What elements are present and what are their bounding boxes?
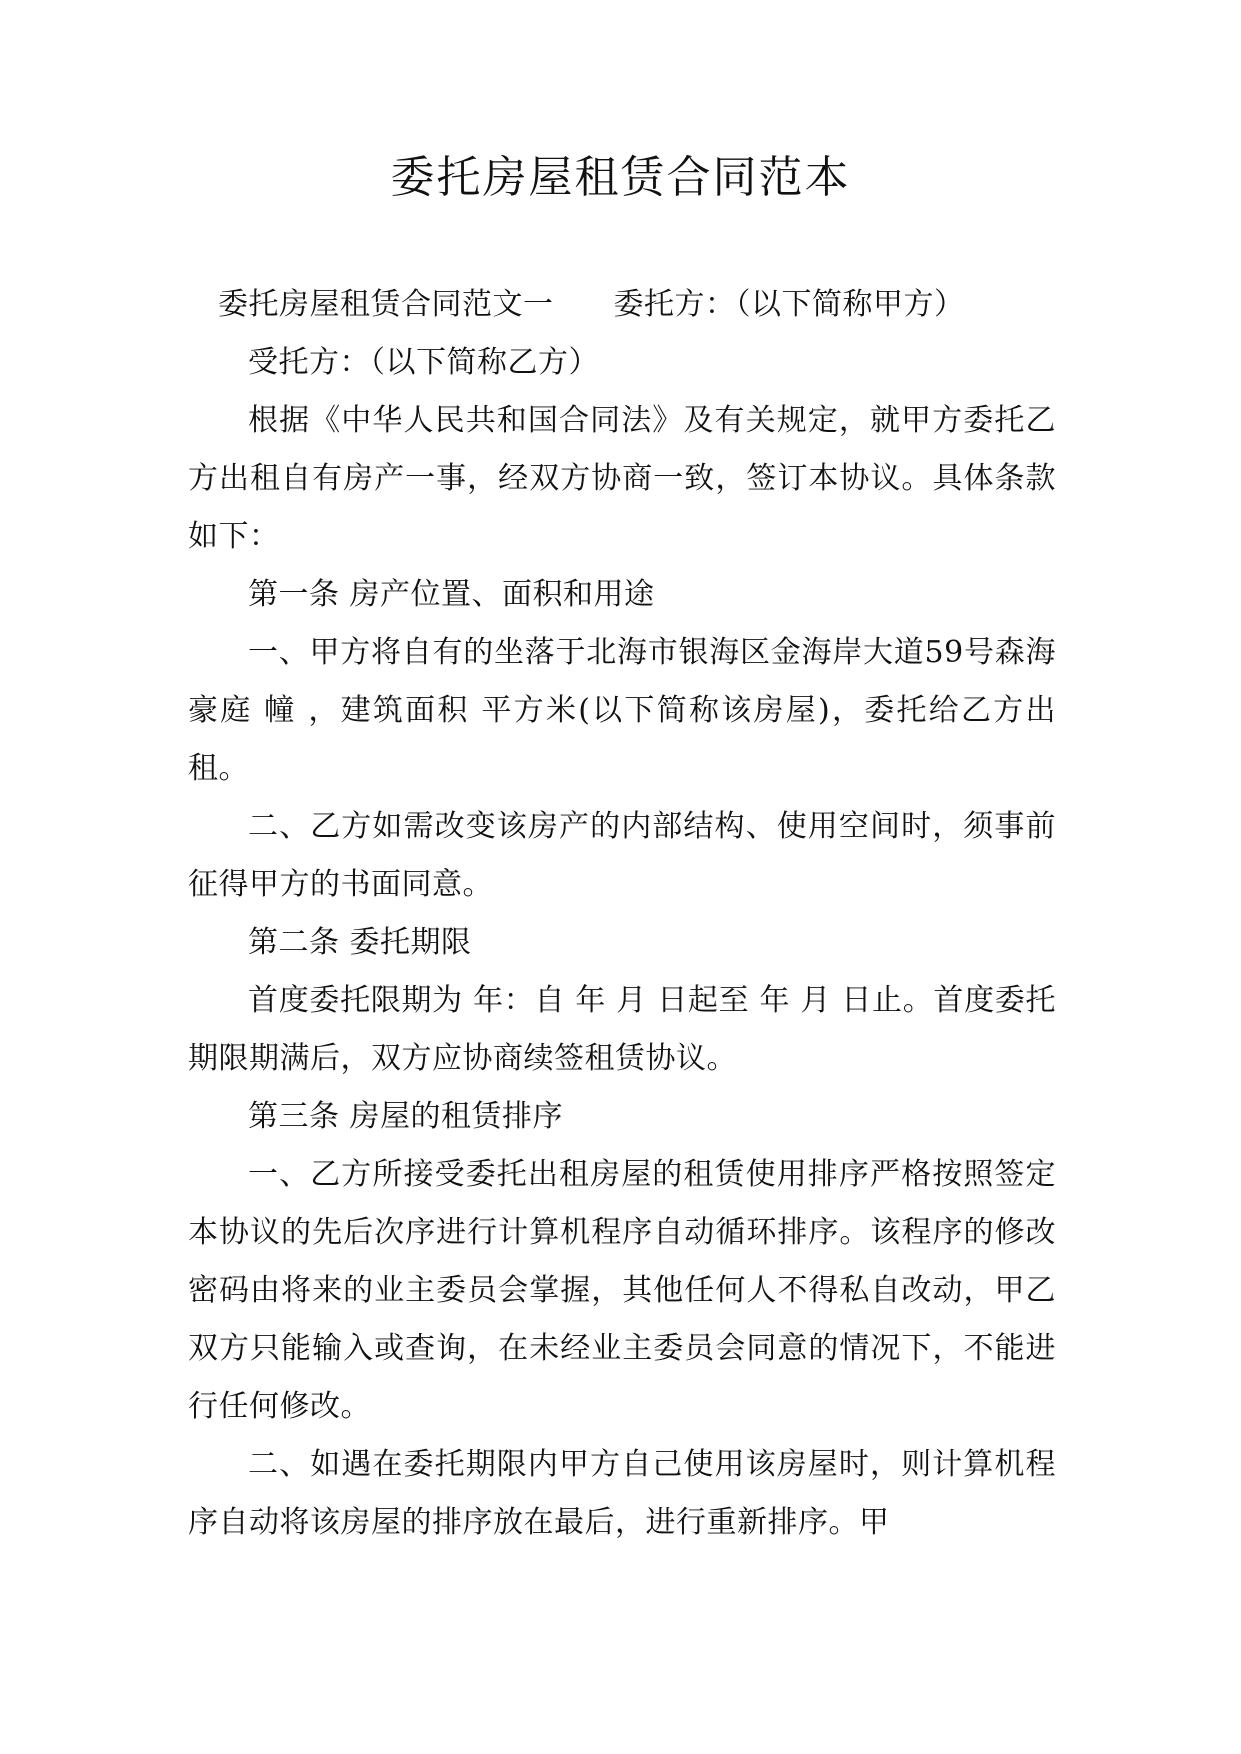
article-1-clause-1: 一、甲方将自有的坐落于北海市银海区金海岸大道59号森海豪庭 幢 ，建筑面积 平方米(以下简称该房屋)，委托给乙方出租。 <box>188 635 1056 786</box>
article-3-clause-2: 二、如遇在委托期限内甲方自己使用该房屋时，则计算机程序自动将该房屋的排序放在最后，进行重新排序。甲 <box>188 1447 1056 1540</box>
trustee-party-line: 受托方：（以下简称乙方） <box>248 345 599 380</box>
article-2-heading: 第二条 委托期限 <box>248 925 472 960</box>
document-title: 委托房屋租赁合同范本 <box>390 152 851 203</box>
article-3-clause-1: 一、乙方所接受委托出租房屋的租赁使用排序严格按照签定本协议的先后次序进行计算机程序自动循环排序。该程序的修改密码由将来的业主委员会掌握，其他任何人不得私自改动，甲乙双方只能输入或查询，在未经业主委员会同意的情况下，不能进行任何修改。 <box>188 1157 1056 1424</box>
document-body <box>188 276 1056 1552</box>
article-1-clause-2: 二、乙方如需改变该房产的内部结构、使用空间时，须事前征得甲方的书面同意。 <box>188 809 1056 902</box>
entrusting-party-line: 委托方：（以下简称甲方） <box>613 287 965 322</box>
sample-label: 委托房屋租赁合同范文一 <box>218 287 554 322</box>
intro-line <box>188 276 1056 334</box>
article-2-clause: 首度委托限期为 年：自 年 月 日起至 年 月 日止。首度委托期限期满后，双方应协商续签租赁协议。 <box>188 983 1056 1076</box>
article-3-heading: 第三条 房屋的租赁排序 <box>248 1099 564 1134</box>
preamble-paragraph: 根据《中华人民共和国合同法》及有关规定，就甲方委托乙方出租自有房产一事，经双方协商一致，签订本协议。具体条款如下： <box>188 403 1056 554</box>
article-1-heading: 第一条 房产位置、面积和用途 <box>248 577 655 612</box>
